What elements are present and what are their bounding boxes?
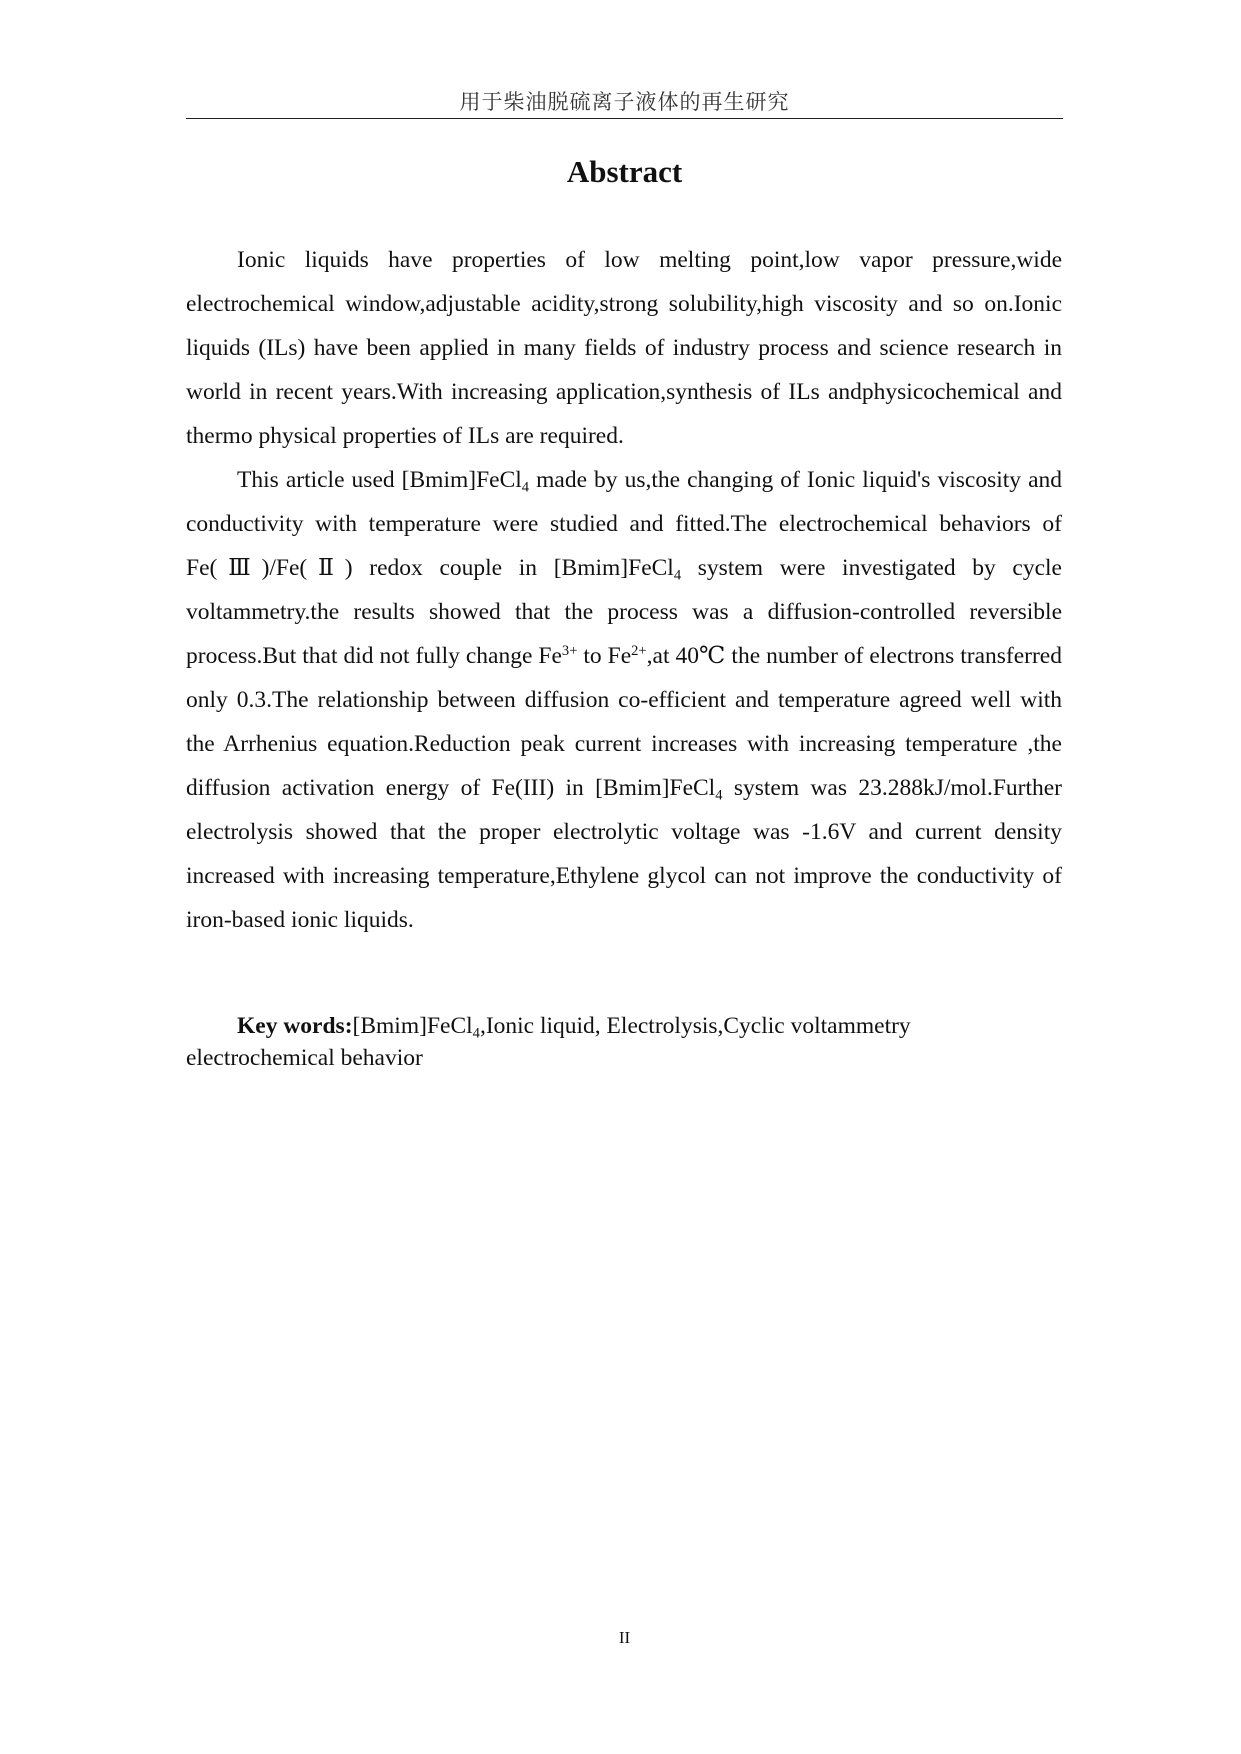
header-rule — [186, 118, 1063, 119]
keywords-text-b: ,Ionic liquid, Electrolysis,Cyclic voltammetry — [479, 1013, 911, 1039]
abstract-paragraph-1: Ionic liquids have properties of low melting point,low vapor pressure,wide electrochemical window,adjustable acidity,strong solubility,high viscosity and so on.Ionic liquids (ILs) have been applied in many fields of industry process and science research in world in recent years.With increasing application,synthesis of ILs andphysicochemical and thermo physical properties of ILs are required. — [186, 247, 1062, 449]
p2-text-c: system were investigated by cycle voltammetry.the results showed that the process was a diffusion-controlled reversible process.But that did not fully change Fe — [186, 555, 1062, 669]
p2-text-d: to Fe — [577, 643, 632, 669]
abstract-paragraph-2 — [186, 458, 1062, 942]
keywords-text-a: [Bmim]FeCl — [352, 1013, 473, 1039]
p2-sub-b: 4 — [673, 567, 682, 584]
keywords-block — [186, 1010, 1062, 1074]
p2-sup-c: 3+ — [561, 643, 578, 659]
p2-text-f: system was 23.288kJ/mol.Further electrolysis showed that the proper electrolytic voltage was -1.6V and current density increased with increasing temperature,Ethylene glycol can not improve the conductivity of iron-based ionic liquids. — [186, 775, 1062, 933]
keywords-label: Key words: — [237, 1013, 353, 1039]
p2-sup-d: 2+ — [631, 643, 647, 659]
p2-text-b: made by us,the changing of Ionic liquid's viscosity and conductivity with temperature were studied and fitted.The electrochemical behaviors of Fe(Ⅲ)/Fe(Ⅱ) redox couple in [Bmim]FeCl — [186, 467, 1062, 581]
p2-sub-e: 4 — [715, 787, 723, 804]
running-header: 用于柴油脱硫离子液体的再生研究 — [459, 90, 790, 114]
p2-text-e: ,at 40℃ the number of electrons transferred only 0.3.The relationship between diffusion co-efficient and temperature agreed well with the Arrhenius equation.Reduction peak current increases with increasing temperature ,the diffusion activation energy of Fe(III) in [Bmim]FeCl — [186, 643, 1062, 801]
page-number: II — [618, 1628, 631, 1647]
p2-text-a: This article used [Bmim]FeCl — [237, 467, 522, 493]
abstract-body — [186, 238, 1062, 942]
keywords-line-1 — [186, 1010, 1062, 1042]
page-title: Abstract — [566, 154, 683, 189]
keywords-sub-a: 4 — [472, 1025, 480, 1042]
p2-sub-a: 4 — [521, 479, 530, 496]
keywords-line-2: electrochemical behavior — [186, 1045, 423, 1071]
